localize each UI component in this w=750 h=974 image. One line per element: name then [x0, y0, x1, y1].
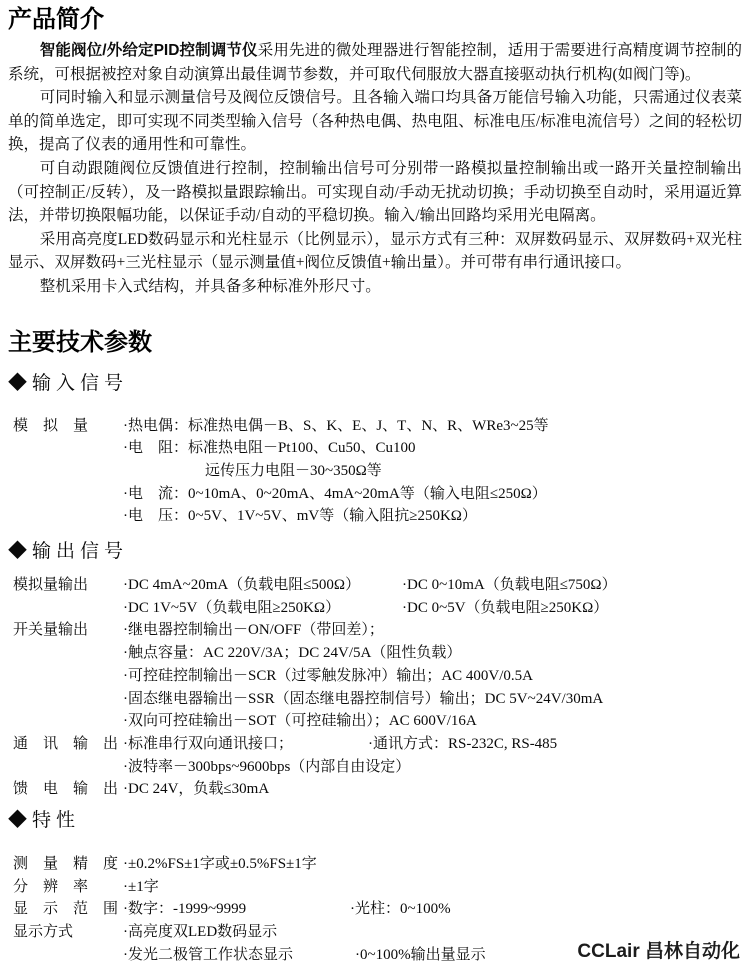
spec-row: [8, 505, 742, 528]
spec-row-text: ·±0.2%FS±1字或±0.5%FS±1字: [123, 856, 317, 873]
brand-footer: CCLair 昌林自动化: [577, 941, 740, 962]
product-name-bold: 智能阀位/外给定PID控制调节仪: [39, 42, 258, 59]
spec-row-label: 开关量输出: [13, 622, 89, 639]
spec-row: [8, 688, 742, 711]
input-signal-rows: [8, 415, 742, 529]
paragraph-text: 整机采用卡入式结构，并具备多种标准外形尺寸。: [39, 277, 381, 295]
specs-title: 主要技术参数: [8, 328, 152, 356]
spec-row: [8, 778, 742, 801]
spec-row-text: ·0~100%输出量显示: [355, 946, 486, 963]
spec-row-text: ·光柱：0~100%: [350, 901, 451, 918]
intro-paragraph: [8, 228, 742, 275]
spec-row-text: ·数字：-1999~9999: [123, 901, 247, 918]
spec-row-label: [8, 597, 123, 620]
spec-row-label: [8, 460, 123, 483]
spec-row-label: [8, 665, 123, 688]
spec-row-label: 通 讯 输 出: [13, 735, 119, 752]
spec-row-label: 馈 电 输 出: [13, 781, 119, 798]
spec-row-text: ·通讯方式：RS-232C, RS-485: [368, 735, 558, 752]
spec-row: [8, 437, 742, 460]
spec-row-text: 远传压力电阻－30~350Ω等: [205, 462, 382, 479]
spec-row: [8, 665, 742, 688]
spec-row-text: ·电 阻：标准热电阻－Pt100、Cu50、Cu100: [123, 440, 416, 457]
spec-row-text: ·±1字: [123, 878, 159, 895]
spec-row-text: ·继电器控制输出－ON/OFF（带回差）；: [123, 622, 384, 639]
spec-row-label: [8, 483, 123, 506]
spec-row: [8, 733, 742, 756]
output-signal-rows: [8, 574, 742, 801]
spec-row: [8, 597, 742, 620]
spec-row: [8, 483, 742, 506]
spec-row-label: [8, 710, 123, 733]
spec-row-text: ·DC 4mA~20mA（负载电阻≤500Ω）: [123, 577, 361, 594]
spec-row-label: 模 拟 量: [13, 417, 89, 434]
spec-row-text: ·波特率－300bps~9600bps（内部自由设定）: [123, 758, 411, 775]
intro-paragraph: [8, 157, 742, 228]
spec-row-text: ·DC 1V~5V（负载电阻≥250KΩ）: [123, 599, 341, 616]
spec-row-text: ·触点容量：AC 220V/3A；DC 24V/5A（阻性负载）: [123, 645, 462, 662]
paragraph-text: 可自动跟随阀位反馈值进行控制，控制输出信号可分别带一路模拟量控制输出或一路开关量控制输出（可控制正/反转），及一路模拟量跟踪输出。可实现自动/手动无扰动切换；手动切换至自动时，采用逼近算法，并带切换限幅功能，以保证手动/自动的平稳切换。输入/输出回路均采用光电隔离。: [8, 159, 742, 225]
section-heading-input: ◆输入信号: [8, 372, 129, 394]
spec-row: [8, 756, 742, 779]
spec-row-text: ·热电偶：标准热电偶－B、S、K、E、J、T、N、R、WRe3~25等: [123, 417, 549, 434]
spec-row: [8, 853, 742, 876]
spec-row-text: ·发光二极管工作状态显示: [123, 946, 293, 963]
spec-row: [8, 460, 742, 483]
spec-row: [8, 898, 742, 921]
spec-row-label: [8, 756, 123, 779]
section-heading-output: ◆输出信号: [8, 541, 129, 563]
paragraph-text: 采用先进的微处理器进行智能控制，适用于需要进行高精度调节控制的系统，可根据被控对象自动演算出最佳调节参数，并可取代伺服放大器直接驱动执行机构(如阀门等)。: [8, 42, 742, 83]
spec-row-text: ·电 压：0~5V、1V~5V、mV等（输入阻抗≥250KΩ）: [123, 508, 477, 525]
spec-row: [8, 619, 742, 642]
spec-row: [8, 876, 742, 899]
spec-row-text: ·电 流：0~10mA、0~20mA、4mA~20mA等（输入电阻≤250Ω）: [123, 485, 547, 502]
spec-row-label: 模拟量输出: [13, 577, 89, 594]
intro-paragraph: [8, 275, 742, 299]
spec-row-text: ·双向可控硅输出－SOT（可控硅输出）；AC 600V/16A: [123, 713, 477, 730]
paragraph-text: 可同时输入和显示测量信号及阀位反馈信号。且各输入端口均具备万能信号输入功能，只需通过仪表菜单的简单选定，即可实现不同类型输入信号（各种热电偶、热电阻、标准电压/标准电流信号）之间的轻松切换，提高了仪表的通用性和可靠性。: [8, 89, 742, 154]
spec-row-text: ·固态继电器输出－SSR（固态继电器控制信号）输出；DC 5V~24V/30mA: [123, 690, 604, 707]
spec-row-label: [8, 642, 123, 665]
spec-row: [8, 574, 742, 597]
spec-row-text: ·高亮度双LED数码显示: [123, 924, 278, 941]
intro-title: 产品简介: [8, 6, 104, 33]
spec-row-text: ·DC 0~5V（负载电阻≥250KΩ）: [402, 599, 609, 616]
spec-row-label: [8, 688, 123, 711]
spec-row-text: ·DC 0~10mA（负载电阻≤750Ω）: [402, 577, 617, 594]
paragraph-text: 采用高亮度LED数码显示和光柱显示（比例显示），显示方式有三种：双屏数码显示、双屏数码+双光柱显示、双屏数码+三光柱显示（显示测量值+阀位反馈值+输出量）。并可带有串行通讯接口。: [8, 230, 742, 272]
spec-row-label: [8, 505, 123, 528]
spec-row-text: ·标准串行双向通讯接口；: [123, 735, 293, 752]
spec-row-label: 显示方式: [13, 924, 74, 941]
spec-row: [8, 642, 742, 665]
spec-row-label: 分 辨 率: [13, 878, 89, 895]
spec-row-text: ·可控硅控制输出－SCR（过零触发脉冲）输出；AC 400V/0.5A: [123, 667, 534, 684]
spec-row-label: [8, 944, 123, 967]
spec-row-text: ·DC 24V，负载≤30mA: [123, 781, 270, 798]
intro-paragraphs: [8, 39, 742, 299]
intro-paragraph: [8, 86, 742, 157]
intro-paragraph: [8, 39, 742, 86]
spec-row-label: 测 量 精 度: [13, 856, 119, 873]
spec-row: [8, 415, 742, 438]
spec-row-label: 显 示 范 围: [13, 901, 119, 918]
section-heading-features: ◆特性: [8, 810, 81, 832]
spec-row: [8, 710, 742, 733]
spec-row-label: [8, 437, 123, 460]
